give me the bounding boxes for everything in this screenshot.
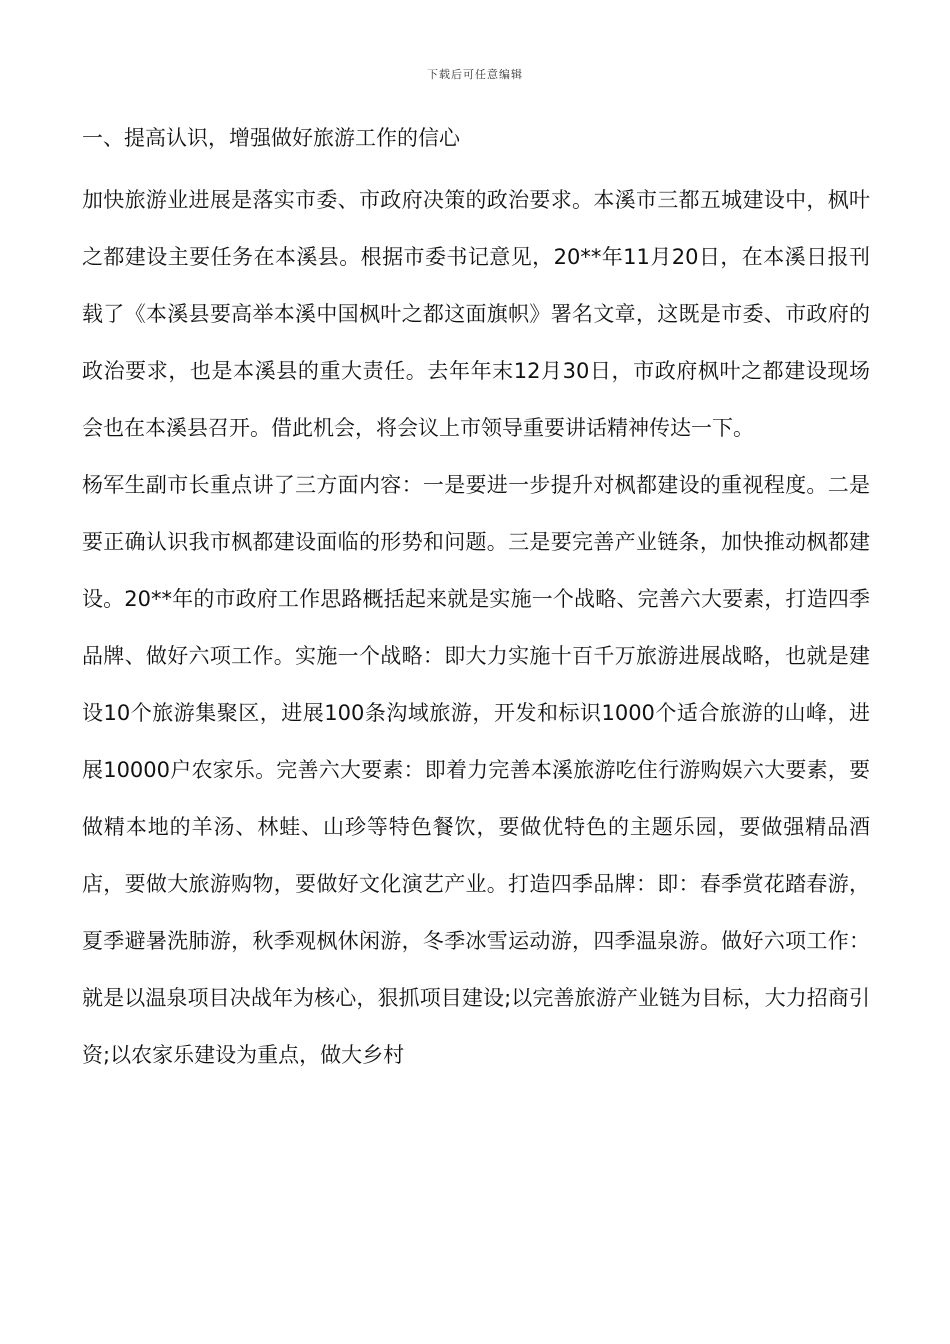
- section-heading: 一、提高认识，增强做好旅游工作的信心: [82, 126, 460, 150]
- paragraph-1: 加快旅游业进展是落实市委、市政府决策的政治要求。本溪市三都五城建设中，枫叶之都建设主要任务在本溪县。根据市委书记意见，20**年11月20日，在本溪日报刊载了《本溪县要高举本溪中国枫叶之都这面旗帜》署名文章，这既是市委、市政府的政治要求，也是本溪县的重大责任。去年年末12月30日，市政府枫叶之都建设现场会也在本溪县召开。借此机会，将会议上市领导重要讲话精神传达一下。: [82, 188, 870, 440]
- paragraph-2: 杨军生副市长重点讲了三方面内容：一是要进一步提升对枫都建设的重视程度。二是要正确认识我市枫都建设面临的形势和问题。三是要完善产业链条，加快推动枫都建设。20**年的市政府工作思路概括起来就是实施一个战略、完善六大要素，打造四季品牌、做好六项工作。实施一个战略：即大力实施十百千万旅游进展战略，也就是建设10个旅游集聚区，进展100条沟域旅游，开发和标识1000个适合旅游的山峰，进展10000户农家乐。完善六大要素：即着力完善本溪旅游吃住行游购娱六大要素，要做精本地的羊汤、林蛙、山珍等特色餐饮，要做优特色的主题乐园，要做强精品酒店，要做大旅游购物，要做好文化演艺产业。打造四季品牌：即：春季赏花踏春游，夏季避暑洗肺游，秋季观枫休闲游，冬季冰雪运动游，四季温泉游。做好六项工作：就是以温泉项目决战年为核心，狠抓项目建设;以完善旅游产业链为目标，大力招商引资;以农家乐建设为重点，做大乡村: [82, 473, 870, 1067]
- document-body: [82, 118, 870, 1084]
- header-note: 下载后可任意编辑: [427, 68, 523, 81]
